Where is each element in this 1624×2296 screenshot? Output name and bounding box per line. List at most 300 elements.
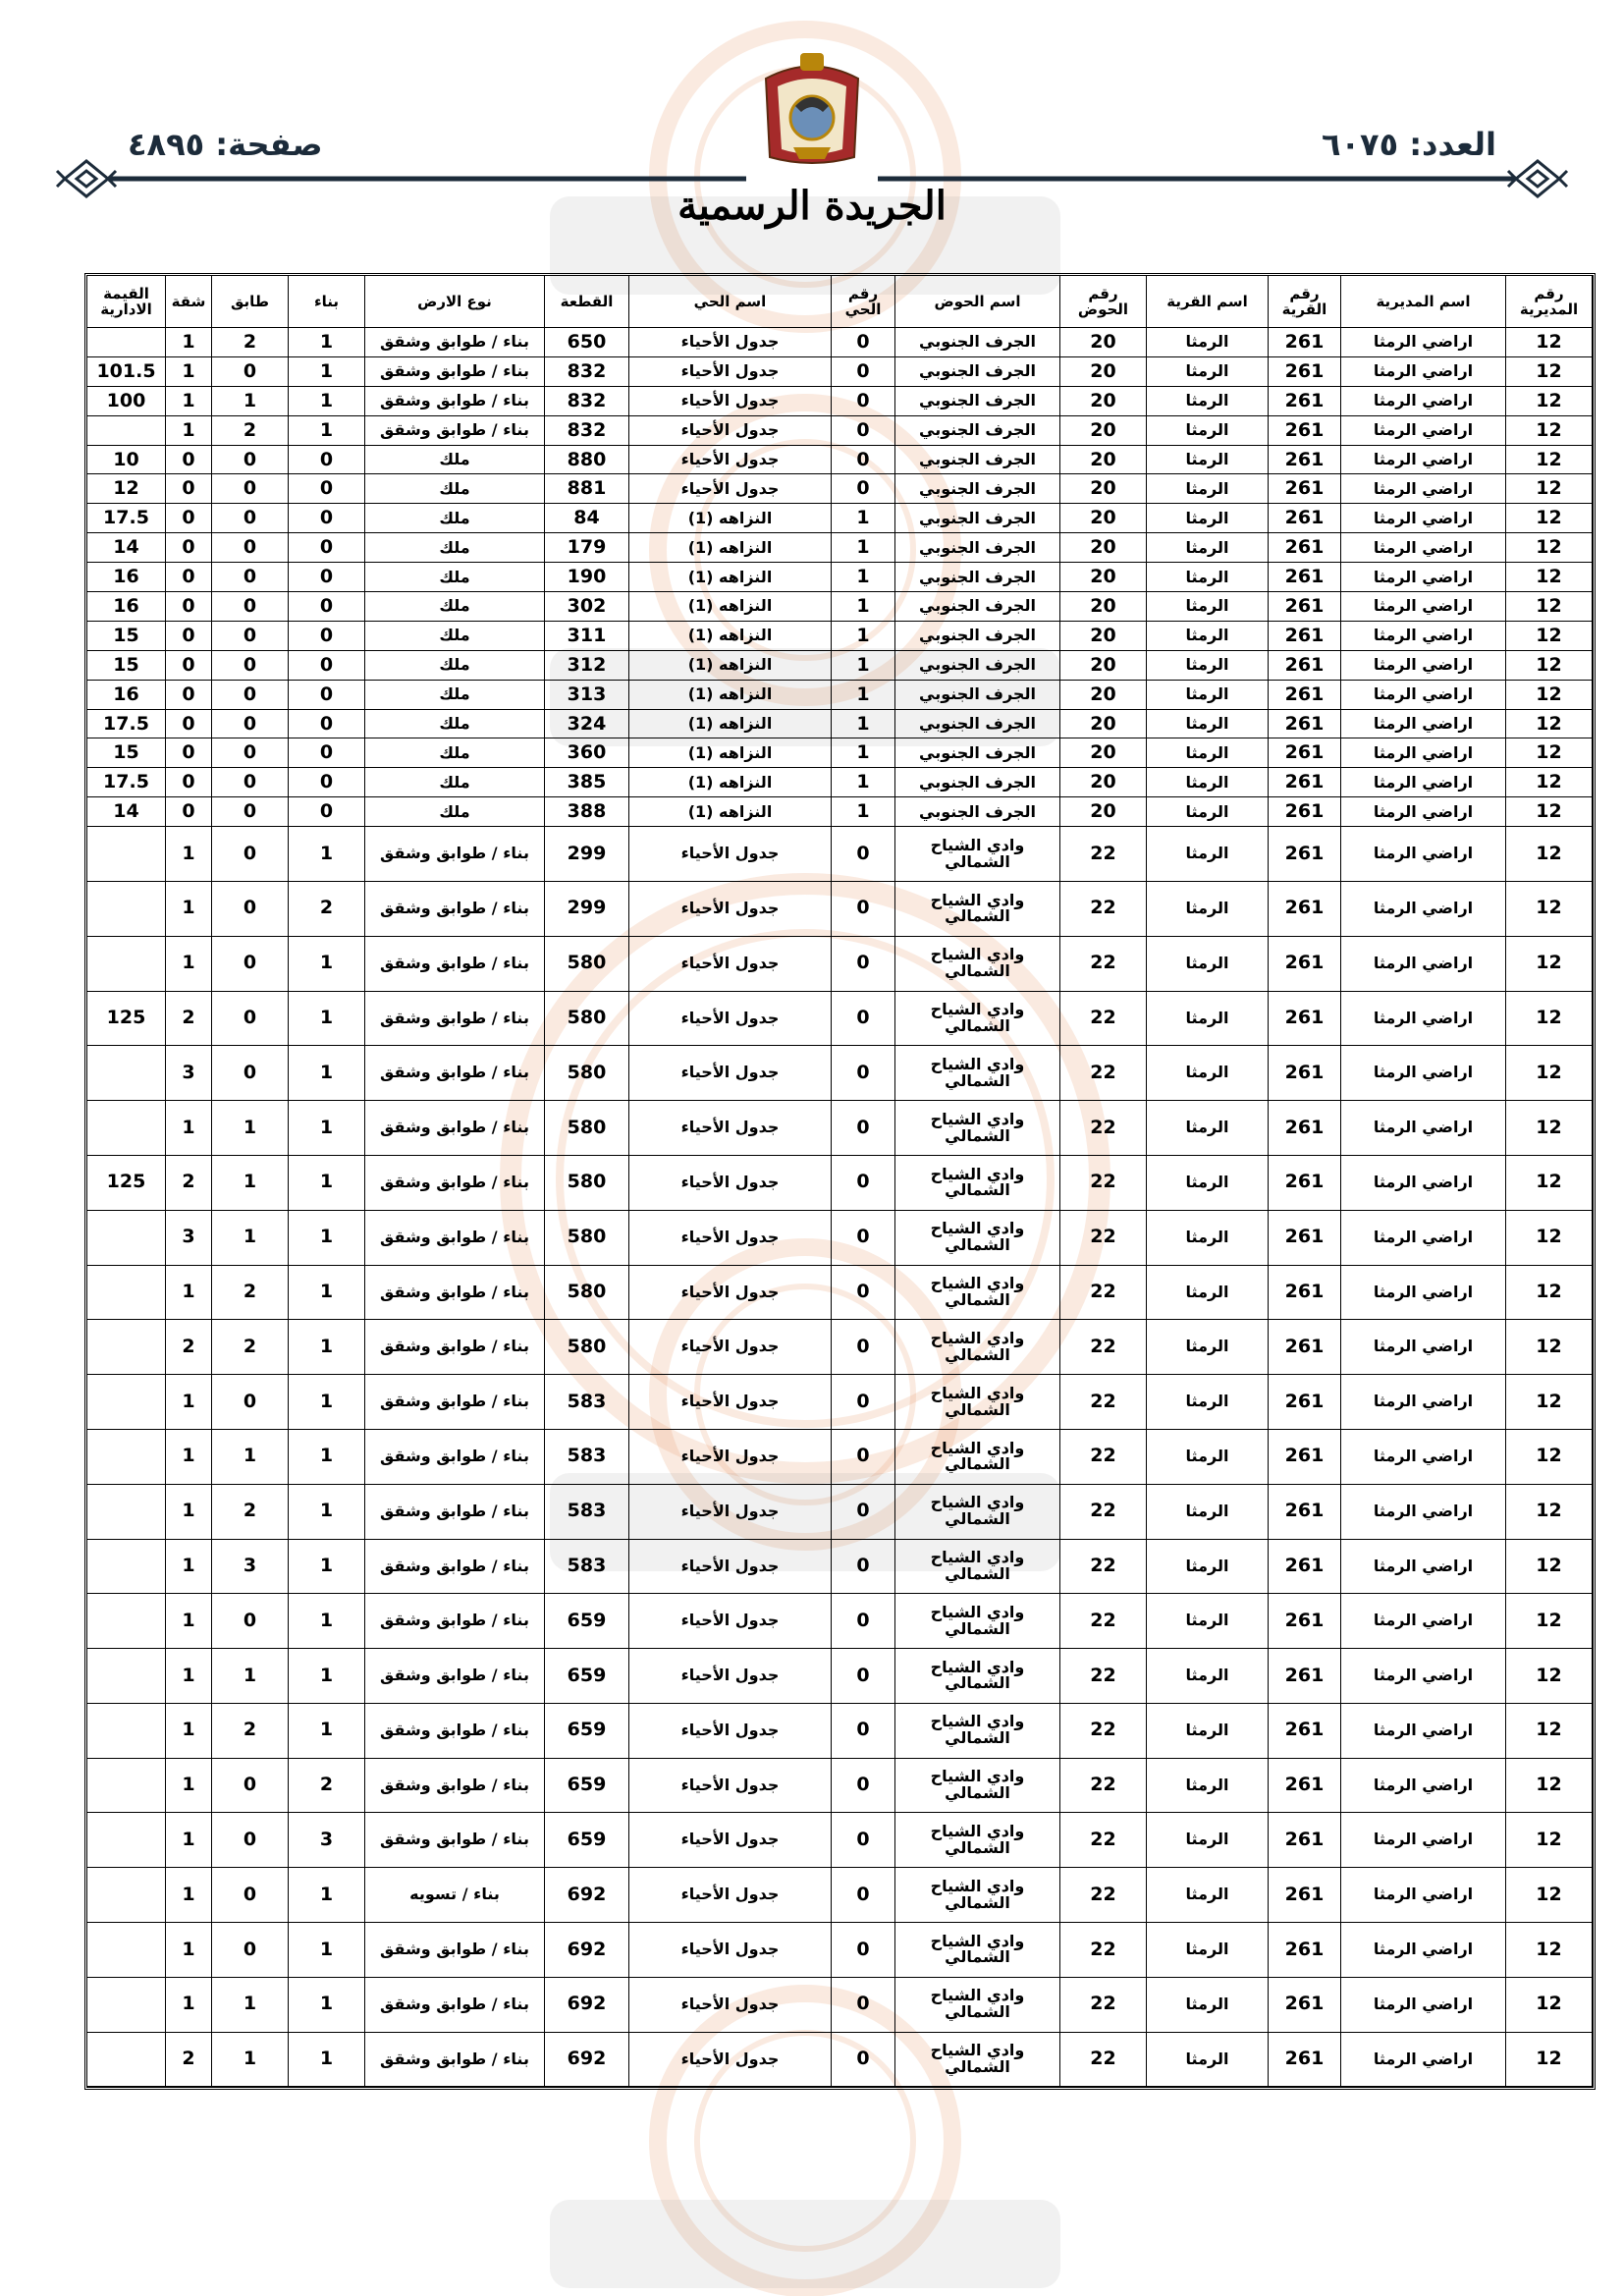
- cell-directorate-number: 12: [1506, 446, 1593, 475]
- cell-village-number: 261: [1269, 622, 1341, 651]
- cell-village-name: الرمثا: [1147, 738, 1269, 768]
- cell-floor-count: 1: [212, 1978, 289, 2033]
- cell-floor-count: 1: [212, 1649, 289, 1704]
- cell-directorate-name: اراضي الرمثا: [1341, 1923, 1506, 1978]
- cell-village-name: الرمثا: [1147, 474, 1269, 504]
- cell-district-name: جدول الأحياء: [629, 1101, 832, 1156]
- col-header: اسم الحي: [629, 276, 832, 328]
- cell-basin-name: وادي الشياح الشمالي: [895, 1594, 1060, 1649]
- cell-district-name: النزاهه (1): [629, 533, 832, 563]
- cell-village-name: الرمثا: [1147, 1101, 1269, 1156]
- cell-directorate-number: 12: [1506, 1704, 1593, 1759]
- cell-parcel-number: 580: [545, 992, 629, 1047]
- cell-parcel-number: 832: [545, 416, 629, 446]
- cell-parcel-number: 360: [545, 738, 629, 768]
- cell-district-number: 1: [832, 681, 895, 710]
- cell-parcel-number: 299: [545, 827, 629, 882]
- cell-basin-number: 22: [1060, 937, 1147, 992]
- cell-village-name: الرمثا: [1147, 1704, 1269, 1759]
- cell-village-number: 261: [1269, 937, 1341, 992]
- table-row: [87, 1649, 1593, 1704]
- cell-floor-count: 0: [212, 446, 289, 475]
- cell-directorate-name: اراضي الرمثا: [1341, 937, 1506, 992]
- cell-floor-count: 1: [212, 1156, 289, 1211]
- cell-administrative-value: [87, 1101, 166, 1156]
- cell-directorate-number: 12: [1506, 827, 1593, 882]
- cell-administrative-value: [87, 1046, 166, 1101]
- col-header: القطعة: [545, 276, 629, 328]
- cell-district-number: 1: [832, 768, 895, 797]
- cell-directorate-number: 12: [1506, 1978, 1593, 2033]
- cell-floor-count: 1: [212, 2033, 289, 2088]
- cell-village-name: الرمثا: [1147, 563, 1269, 592]
- cell-land-type: بناء / طوابق وشقق: [365, 1649, 545, 1704]
- cell-village-name: الرمثا: [1147, 1868, 1269, 1923]
- cell-village-name: الرمثا: [1147, 1923, 1269, 1978]
- cell-basin-name: الجرف الجنوبي: [895, 738, 1060, 768]
- cell-basin-number: 20: [1060, 563, 1147, 592]
- cell-administrative-value: [87, 827, 166, 882]
- cell-building-count: 1: [289, 1266, 365, 1321]
- cell-administrative-value: 10: [87, 446, 166, 475]
- cell-directorate-number: 12: [1506, 738, 1593, 768]
- table-row: [87, 1101, 1593, 1156]
- cell-district-name: جدول الأحياء: [629, 1759, 832, 1814]
- cell-building-count: 0: [289, 474, 365, 504]
- cell-apartment-count: 1: [166, 1649, 212, 1704]
- cell-basin-name: وادي الشياح الشمالي: [895, 1813, 1060, 1868]
- cell-district-number: 1: [832, 504, 895, 533]
- cell-directorate-number: 12: [1506, 1430, 1593, 1485]
- page-header: [0, 0, 1624, 265]
- cell-land-type: ملك: [365, 797, 545, 827]
- cell-directorate-name: اراضي الرمثا: [1341, 1266, 1506, 1321]
- cell-district-name: جدول الأحياء: [629, 474, 832, 504]
- cell-basin-name: وادي الشياح الشمالي: [895, 827, 1060, 882]
- cell-basin-name: وادي الشياح الشمالي: [895, 992, 1060, 1047]
- cell-district-number: 0: [832, 474, 895, 504]
- cell-basin-number: 20: [1060, 504, 1147, 533]
- cell-village-name: الرمثا: [1147, 681, 1269, 710]
- cell-parcel-number: 302: [545, 592, 629, 622]
- cell-floor-count: 0: [212, 1923, 289, 1978]
- cell-floor-count: 0: [212, 1594, 289, 1649]
- cell-apartment-count: 1: [166, 1540, 212, 1595]
- table-row: [87, 1375, 1593, 1430]
- cell-building-count: 2: [289, 1759, 365, 1814]
- cell-district-name: جدول الأحياء: [629, 1704, 832, 1759]
- cell-directorate-number: 12: [1506, 1868, 1593, 1923]
- cell-building-count: 1: [289, 1649, 365, 1704]
- cell-basin-number: 22: [1060, 1649, 1147, 1704]
- cell-district-number: 1: [832, 797, 895, 827]
- cell-floor-count: 0: [212, 533, 289, 563]
- col-header: بناء: [289, 276, 365, 328]
- cell-floor-count: 1: [212, 387, 289, 416]
- cell-directorate-name: اراضي الرمثا: [1341, 1046, 1506, 1101]
- cell-parcel-number: 580: [545, 1156, 629, 1211]
- cell-directorate-number: 12: [1506, 1594, 1593, 1649]
- table-row: [87, 1704, 1593, 1759]
- cell-building-count: 1: [289, 1923, 365, 1978]
- cell-administrative-value: [87, 1978, 166, 2033]
- cell-village-number: 261: [1269, 563, 1341, 592]
- cell-village-number: 261: [1269, 533, 1341, 563]
- cell-administrative-value: 101.5: [87, 357, 166, 387]
- cell-village-number: 261: [1269, 504, 1341, 533]
- cell-floor-count: 0: [212, 797, 289, 827]
- cell-parcel-number: 881: [545, 474, 629, 504]
- cell-directorate-number: 12: [1506, 1813, 1593, 1868]
- cell-district-number: 0: [832, 2033, 895, 2088]
- cell-district-name: جدول الأحياء: [629, 1430, 832, 1485]
- cell-district-number: 1: [832, 563, 895, 592]
- cell-basin-number: 22: [1060, 1101, 1147, 1156]
- cell-village-name: الرمثا: [1147, 1430, 1269, 1485]
- cell-basin-name: وادي الشياح الشمالي: [895, 1430, 1060, 1485]
- cell-administrative-value: [87, 1759, 166, 1814]
- table-row: [87, 446, 1593, 475]
- cell-district-number: 0: [832, 416, 895, 446]
- cell-directorate-name: اراضي الرمثا: [1341, 681, 1506, 710]
- cell-village-name: الرمثا: [1147, 446, 1269, 475]
- cell-parcel-number: 650: [545, 328, 629, 357]
- cell-land-type: بناء / طوابق وشقق: [365, 1594, 545, 1649]
- cell-basin-name: وادي الشياح الشمالي: [895, 1266, 1060, 1321]
- cell-directorate-number: 12: [1506, 416, 1593, 446]
- cell-land-type: ملك: [365, 504, 545, 533]
- cell-building-count: 0: [289, 446, 365, 475]
- cell-land-type: بناء / طوابق وشقق: [365, 357, 545, 387]
- cell-district-name: جدول الأحياء: [629, 328, 832, 357]
- cell-building-count: 0: [289, 563, 365, 592]
- cell-basin-number: 20: [1060, 474, 1147, 504]
- cell-directorate-number: 12: [1506, 1320, 1593, 1375]
- cell-apartment-count: 3: [166, 1211, 212, 1266]
- cell-land-type: ملك: [365, 710, 545, 739]
- cell-village-number: 261: [1269, 651, 1341, 681]
- table-row: [87, 328, 1593, 357]
- cell-village-name: الرمثا: [1147, 592, 1269, 622]
- cell-directorate-number: 12: [1506, 797, 1593, 827]
- cell-village-number: 261: [1269, 387, 1341, 416]
- cell-apartment-count: 1: [166, 1430, 212, 1485]
- page-number: صفحة: ٤٨٩٥: [128, 126, 323, 163]
- cell-basin-name: الجرف الجنوبي: [895, 710, 1060, 739]
- cell-floor-count: 1: [212, 1430, 289, 1485]
- cell-parcel-number: 299: [545, 882, 629, 937]
- cell-basin-name: الجرف الجنوبي: [895, 651, 1060, 681]
- cell-village-name: الرمثا: [1147, 1320, 1269, 1375]
- cell-basin-name: وادي الشياح الشمالي: [895, 882, 1060, 937]
- cell-district-number: 0: [832, 937, 895, 992]
- cell-basin-number: 22: [1060, 1430, 1147, 1485]
- cell-district-name: جدول الأحياء: [629, 1046, 832, 1101]
- cell-apartment-count: 1: [166, 827, 212, 882]
- cell-land-type: بناء / طوابق وشقق: [365, 1759, 545, 1814]
- cell-administrative-value: 15: [87, 651, 166, 681]
- cell-basin-name: وادي الشياح الشمالي: [895, 2033, 1060, 2088]
- cell-land-type: بناء / طوابق وشقق: [365, 992, 545, 1047]
- cell-district-number: 1: [832, 738, 895, 768]
- table-row: [87, 357, 1593, 387]
- table-row: [87, 1540, 1593, 1595]
- cell-floor-count: 2: [212, 1266, 289, 1321]
- cell-basin-name: الجرف الجنوبي: [895, 416, 1060, 446]
- cell-floor-count: 0: [212, 1759, 289, 1814]
- cell-apartment-count: 1: [166, 1813, 212, 1868]
- cell-district-name: جدول الأحياء: [629, 1868, 832, 1923]
- cell-floor-count: 0: [212, 992, 289, 1047]
- cell-directorate-name: اراضي الرمثا: [1341, 357, 1506, 387]
- cell-floor-count: 0: [212, 768, 289, 797]
- cell-land-type: بناء / طوابق وشقق: [365, 2033, 545, 2088]
- cell-building-count: 0: [289, 797, 365, 827]
- cell-land-type: ملك: [365, 563, 545, 592]
- cell-land-type: بناء / طوابق وشقق: [365, 1485, 545, 1540]
- cell-land-type: بناء / طوابق وشقق: [365, 1813, 545, 1868]
- table-row: [87, 533, 1593, 563]
- table-row: [87, 738, 1593, 768]
- cell-land-type: ملك: [365, 738, 545, 768]
- cell-directorate-number: 12: [1506, 1046, 1593, 1101]
- cell-village-name: الرمثا: [1147, 1540, 1269, 1595]
- cell-floor-count: 0: [212, 563, 289, 592]
- cell-directorate-number: 12: [1506, 1923, 1593, 1978]
- cell-district-number: 1: [832, 622, 895, 651]
- cell-basin-name: وادي الشياح الشمالي: [895, 1101, 1060, 1156]
- col-header: اسم المديرية: [1341, 276, 1506, 328]
- cell-land-type: ملك: [365, 768, 545, 797]
- cell-parcel-number: 580: [545, 1101, 629, 1156]
- cell-basin-number: 22: [1060, 1759, 1147, 1814]
- cell-directorate-name: اراضي الرمثا: [1341, 1211, 1506, 1266]
- cell-building-count: 1: [289, 937, 365, 992]
- cell-apartment-count: 0: [166, 768, 212, 797]
- cell-basin-number: 22: [1060, 1813, 1147, 1868]
- cell-land-type: بناء / طوابق وشقق: [365, 387, 545, 416]
- cell-basin-number: 20: [1060, 681, 1147, 710]
- table-row: [87, 1211, 1593, 1266]
- cell-administrative-value: [87, 1320, 166, 1375]
- table-row: [87, 882, 1593, 937]
- cell-directorate-name: اراضي الرمثا: [1341, 387, 1506, 416]
- col-header: رقم القرية: [1269, 276, 1341, 328]
- cell-district-name: جدول الأحياء: [629, 1813, 832, 1868]
- cell-district-number: 0: [832, 1046, 895, 1101]
- cell-basin-number: 22: [1060, 1594, 1147, 1649]
- cell-village-number: 261: [1269, 1704, 1341, 1759]
- cell-directorate-number: 12: [1506, 504, 1593, 533]
- cell-district-number: 1: [832, 592, 895, 622]
- cell-apartment-count: 1: [166, 1759, 212, 1814]
- cell-district-number: 0: [832, 1813, 895, 1868]
- cell-village-number: 261: [1269, 1375, 1341, 1430]
- cell-parcel-number: 659: [545, 1649, 629, 1704]
- cell-village-number: 261: [1269, 446, 1341, 475]
- cell-district-number: 0: [832, 1156, 895, 1211]
- cell-basin-name: الجرف الجنوبي: [895, 474, 1060, 504]
- table-row: [87, 681, 1593, 710]
- cell-directorate-name: اراضي الرمثا: [1341, 651, 1506, 681]
- cell-land-type: بناء / طوابق وشقق: [365, 1923, 545, 1978]
- cell-district-name: جدول الأحياء: [629, 1594, 832, 1649]
- cell-building-count: 0: [289, 681, 365, 710]
- table-row: [87, 416, 1593, 446]
- cell-basin-number: 22: [1060, 1375, 1147, 1430]
- cell-village-number: 261: [1269, 1320, 1341, 1375]
- cell-building-count: 1: [289, 328, 365, 357]
- cell-district-number: 0: [832, 882, 895, 937]
- cell-district-name: جدول الأحياء: [629, 992, 832, 1047]
- cell-district-number: 0: [832, 1978, 895, 2033]
- cell-building-count: 1: [289, 1101, 365, 1156]
- cell-parcel-number: 583: [545, 1375, 629, 1430]
- cell-building-count: 1: [289, 416, 365, 446]
- table-row: [87, 622, 1593, 651]
- cell-building-count: 1: [289, 1375, 365, 1430]
- cell-district-number: 0: [832, 827, 895, 882]
- cell-building-count: 0: [289, 651, 365, 681]
- cell-administrative-value: 16: [87, 681, 166, 710]
- cell-district-name: النزاهه (1): [629, 768, 832, 797]
- cell-village-name: الرمثا: [1147, 1978, 1269, 2033]
- cell-parcel-number: 580: [545, 937, 629, 992]
- cell-directorate-name: اراضي الرمثا: [1341, 1485, 1506, 1540]
- cell-district-number: 0: [832, 387, 895, 416]
- cell-basin-number: 22: [1060, 882, 1147, 937]
- table-row: [87, 710, 1593, 739]
- cell-directorate-number: 12: [1506, 1266, 1593, 1321]
- cell-parcel-number: 659: [545, 1759, 629, 1814]
- cell-apartment-count: 1: [166, 1101, 212, 1156]
- cell-village-name: الرمثا: [1147, 1375, 1269, 1430]
- cell-basin-name: وادي الشياح الشمالي: [895, 1375, 1060, 1430]
- coat-of-arms-icon: [756, 49, 868, 169]
- cell-basin-name: الجرف الجنوبي: [895, 533, 1060, 563]
- cell-district-number: 0: [832, 446, 895, 475]
- cell-basin-number: 20: [1060, 446, 1147, 475]
- cell-building-count: 0: [289, 533, 365, 563]
- cell-apartment-count: 2: [166, 1156, 212, 1211]
- cell-directorate-name: اراضي الرمثا: [1341, 2033, 1506, 2088]
- cell-basin-name: وادي الشياح الشمالي: [895, 1540, 1060, 1595]
- table-row: [87, 592, 1593, 622]
- cell-parcel-number: 312: [545, 651, 629, 681]
- cell-administrative-value: [87, 2033, 166, 2088]
- cell-basin-number: 22: [1060, 1211, 1147, 1266]
- cell-basin-number: 20: [1060, 710, 1147, 739]
- cell-administrative-value: 17.5: [87, 768, 166, 797]
- cell-directorate-number: 12: [1506, 1540, 1593, 1595]
- cell-apartment-count: 0: [166, 533, 212, 563]
- cell-village-name: الرمثا: [1147, 2033, 1269, 2088]
- table-row: [87, 827, 1593, 882]
- cell-directorate-number: 12: [1506, 937, 1593, 992]
- cell-village-name: الرمثا: [1147, 328, 1269, 357]
- table-row: [87, 1978, 1593, 2033]
- cell-parcel-number: 311: [545, 622, 629, 651]
- cell-district-name: النزاهه (1): [629, 710, 832, 739]
- cell-parcel-number: 313: [545, 681, 629, 710]
- cell-land-type: بناء / طوابق وشقق: [365, 1156, 545, 1211]
- cell-land-type: بناء / طوابق وشقق: [365, 1375, 545, 1430]
- cell-floor-count: 0: [212, 882, 289, 937]
- cell-apartment-count: 0: [166, 651, 212, 681]
- cell-basin-number: 20: [1060, 533, 1147, 563]
- cell-district-number: 0: [832, 1320, 895, 1375]
- cell-basin-number: 20: [1060, 768, 1147, 797]
- cell-village-number: 261: [1269, 710, 1341, 739]
- cell-apartment-count: 0: [166, 622, 212, 651]
- table-row: [87, 937, 1593, 992]
- cell-district-number: 0: [832, 357, 895, 387]
- cell-district-number: 0: [832, 1375, 895, 1430]
- cell-administrative-value: 125: [87, 1156, 166, 1211]
- cell-floor-count: 0: [212, 1813, 289, 1868]
- cell-directorate-number: 12: [1506, 1156, 1593, 1211]
- cell-parcel-number: 580: [545, 1266, 629, 1321]
- cell-directorate-number: 12: [1506, 2033, 1593, 2088]
- cell-district-name: النزاهه (1): [629, 651, 832, 681]
- table-row: [87, 1868, 1593, 1923]
- cell-floor-count: 1: [212, 1211, 289, 1266]
- cell-apartment-count: 1: [166, 937, 212, 992]
- cell-floor-count: 2: [212, 1485, 289, 1540]
- cell-apartment-count: 1: [166, 1485, 212, 1540]
- cell-district-number: 1: [832, 710, 895, 739]
- cell-administrative-value: 16: [87, 563, 166, 592]
- cell-parcel-number: 580: [545, 1320, 629, 1375]
- cell-floor-count: 0: [212, 474, 289, 504]
- cell-basin-number: 20: [1060, 651, 1147, 681]
- cell-district-number: 0: [832, 328, 895, 357]
- table-body: [87, 328, 1593, 2087]
- cell-village-number: 261: [1269, 1485, 1341, 1540]
- cell-district-number: 0: [832, 1759, 895, 1814]
- cell-basin-name: الجرف الجنوبي: [895, 563, 1060, 592]
- cell-administrative-value: 125: [87, 992, 166, 1047]
- cell-floor-count: 0: [212, 710, 289, 739]
- cell-district-name: النزاهه (1): [629, 797, 832, 827]
- cell-basin-name: الجرف الجنوبي: [895, 357, 1060, 387]
- gazette-title: الجريدة الرسمية: [677, 183, 947, 229]
- cell-apartment-count: 1: [166, 328, 212, 357]
- cell-district-number: 0: [832, 1101, 895, 1156]
- cell-parcel-number: 832: [545, 357, 629, 387]
- cell-apartment-count: 1: [166, 387, 212, 416]
- cell-directorate-number: 12: [1506, 681, 1593, 710]
- cell-directorate-name: اراضي الرمثا: [1341, 1156, 1506, 1211]
- cell-administrative-value: [87, 1813, 166, 1868]
- cell-directorate-name: اراضي الرمثا: [1341, 533, 1506, 563]
- cell-directorate-name: اراضي الرمثا: [1341, 768, 1506, 797]
- cell-basin-number: 22: [1060, 1485, 1147, 1540]
- cell-building-count: 1: [289, 387, 365, 416]
- cell-directorate-number: 12: [1506, 1101, 1593, 1156]
- cell-directorate-number: 12: [1506, 1649, 1593, 1704]
- cell-district-number: 0: [832, 1704, 895, 1759]
- table-row: [87, 768, 1593, 797]
- cell-apartment-count: 1: [166, 1594, 212, 1649]
- cell-parcel-number: 388: [545, 797, 629, 827]
- cell-parcel-number: 692: [545, 1923, 629, 1978]
- cell-directorate-name: اراضي الرمثا: [1341, 738, 1506, 768]
- cell-parcel-number: 692: [545, 1978, 629, 2033]
- cell-district-name: جدول الأحياء: [629, 446, 832, 475]
- cell-land-type: بناء / طوابق وشقق: [365, 827, 545, 882]
- table-row: [87, 1430, 1593, 1485]
